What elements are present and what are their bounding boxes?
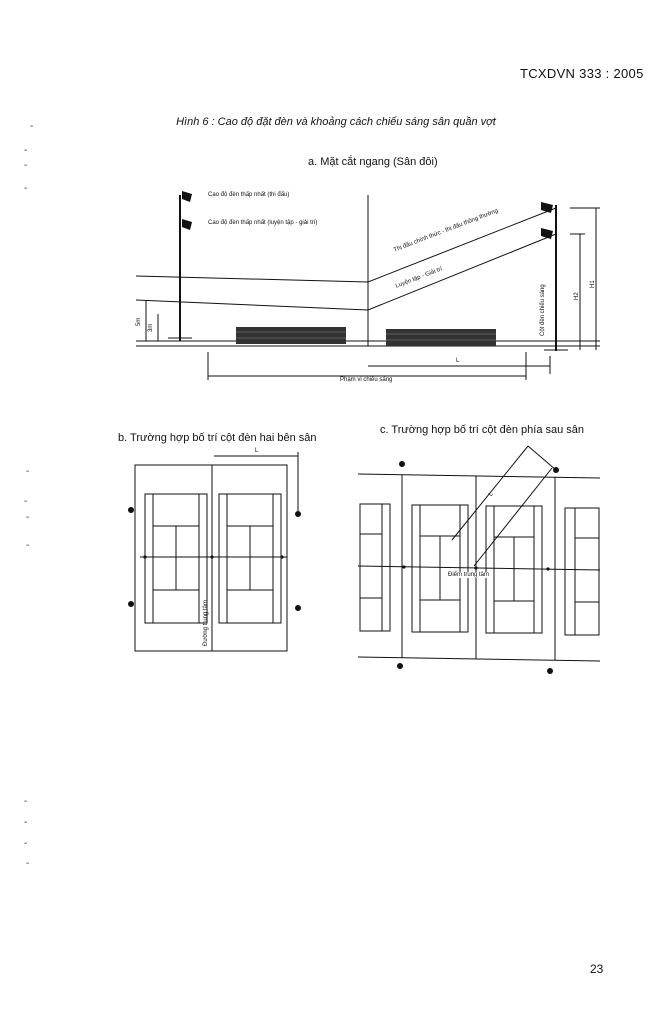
section-c-dim-l-label: L bbox=[488, 491, 495, 498]
dim-l-label: L bbox=[456, 358, 460, 364]
line-training-label: Luyện tập - Giải trí bbox=[395, 266, 444, 290]
standard-code: TCXDVN 333 : 2005 bbox=[520, 66, 644, 81]
margin-mark: - bbox=[24, 496, 28, 507]
margin-mark: - bbox=[26, 512, 30, 523]
height-3m-label: 3m bbox=[148, 323, 154, 332]
margin-mark: - bbox=[24, 817, 28, 828]
margin-mark: - bbox=[24, 796, 28, 807]
legend-competition-label: Cao độ đèn thấp nhất (thi đấu) bbox=[208, 192, 290, 198]
pole-label: Cột đèn chiếu sáng bbox=[540, 284, 546, 336]
margin-mark: - bbox=[24, 145, 28, 156]
margin-mark: - bbox=[24, 183, 28, 194]
legend-training-label: Cao độ đèn thấp nhất (luyện tập - giải trí) bbox=[208, 220, 318, 226]
center-point-label: Điểm trung tâm bbox=[448, 572, 490, 578]
line-competition-label: Thi đấu chính thức - thi đấu thông thường bbox=[393, 208, 500, 254]
margin-mark: - bbox=[26, 466, 30, 477]
figure-title: Hình 6 : Cao độ đặt đèn và khoảng cách chiếu sáng sân quần vợt bbox=[176, 116, 496, 128]
margin-mark: - bbox=[26, 858, 30, 869]
height-5m-label: 5m bbox=[136, 317, 142, 326]
margin-mark: - bbox=[30, 121, 34, 132]
margin-mark: - bbox=[24, 160, 28, 171]
dim-h2-label: H2 bbox=[574, 292, 580, 300]
section-b-title: b. Trường hợp bố trí cột đèn hai bên sân bbox=[118, 432, 317, 444]
section-b-dim-l-label: L bbox=[255, 448, 259, 454]
center-line-label: Đường trung tâm bbox=[203, 600, 209, 646]
margin-mark: - bbox=[24, 838, 28, 849]
margin-mark: - bbox=[26, 540, 30, 551]
page-number: 23 bbox=[590, 962, 604, 976]
section-a-title: a. Mặt cắt ngang (Sân đôi) bbox=[308, 156, 438, 168]
dim-h1-label: H1 bbox=[590, 280, 596, 288]
section-c-title: c. Trường hợp bố trí cột đèn phía sau sân bbox=[380, 424, 585, 436]
range-label: Phạm vi chiếu sáng bbox=[340, 377, 393, 383]
